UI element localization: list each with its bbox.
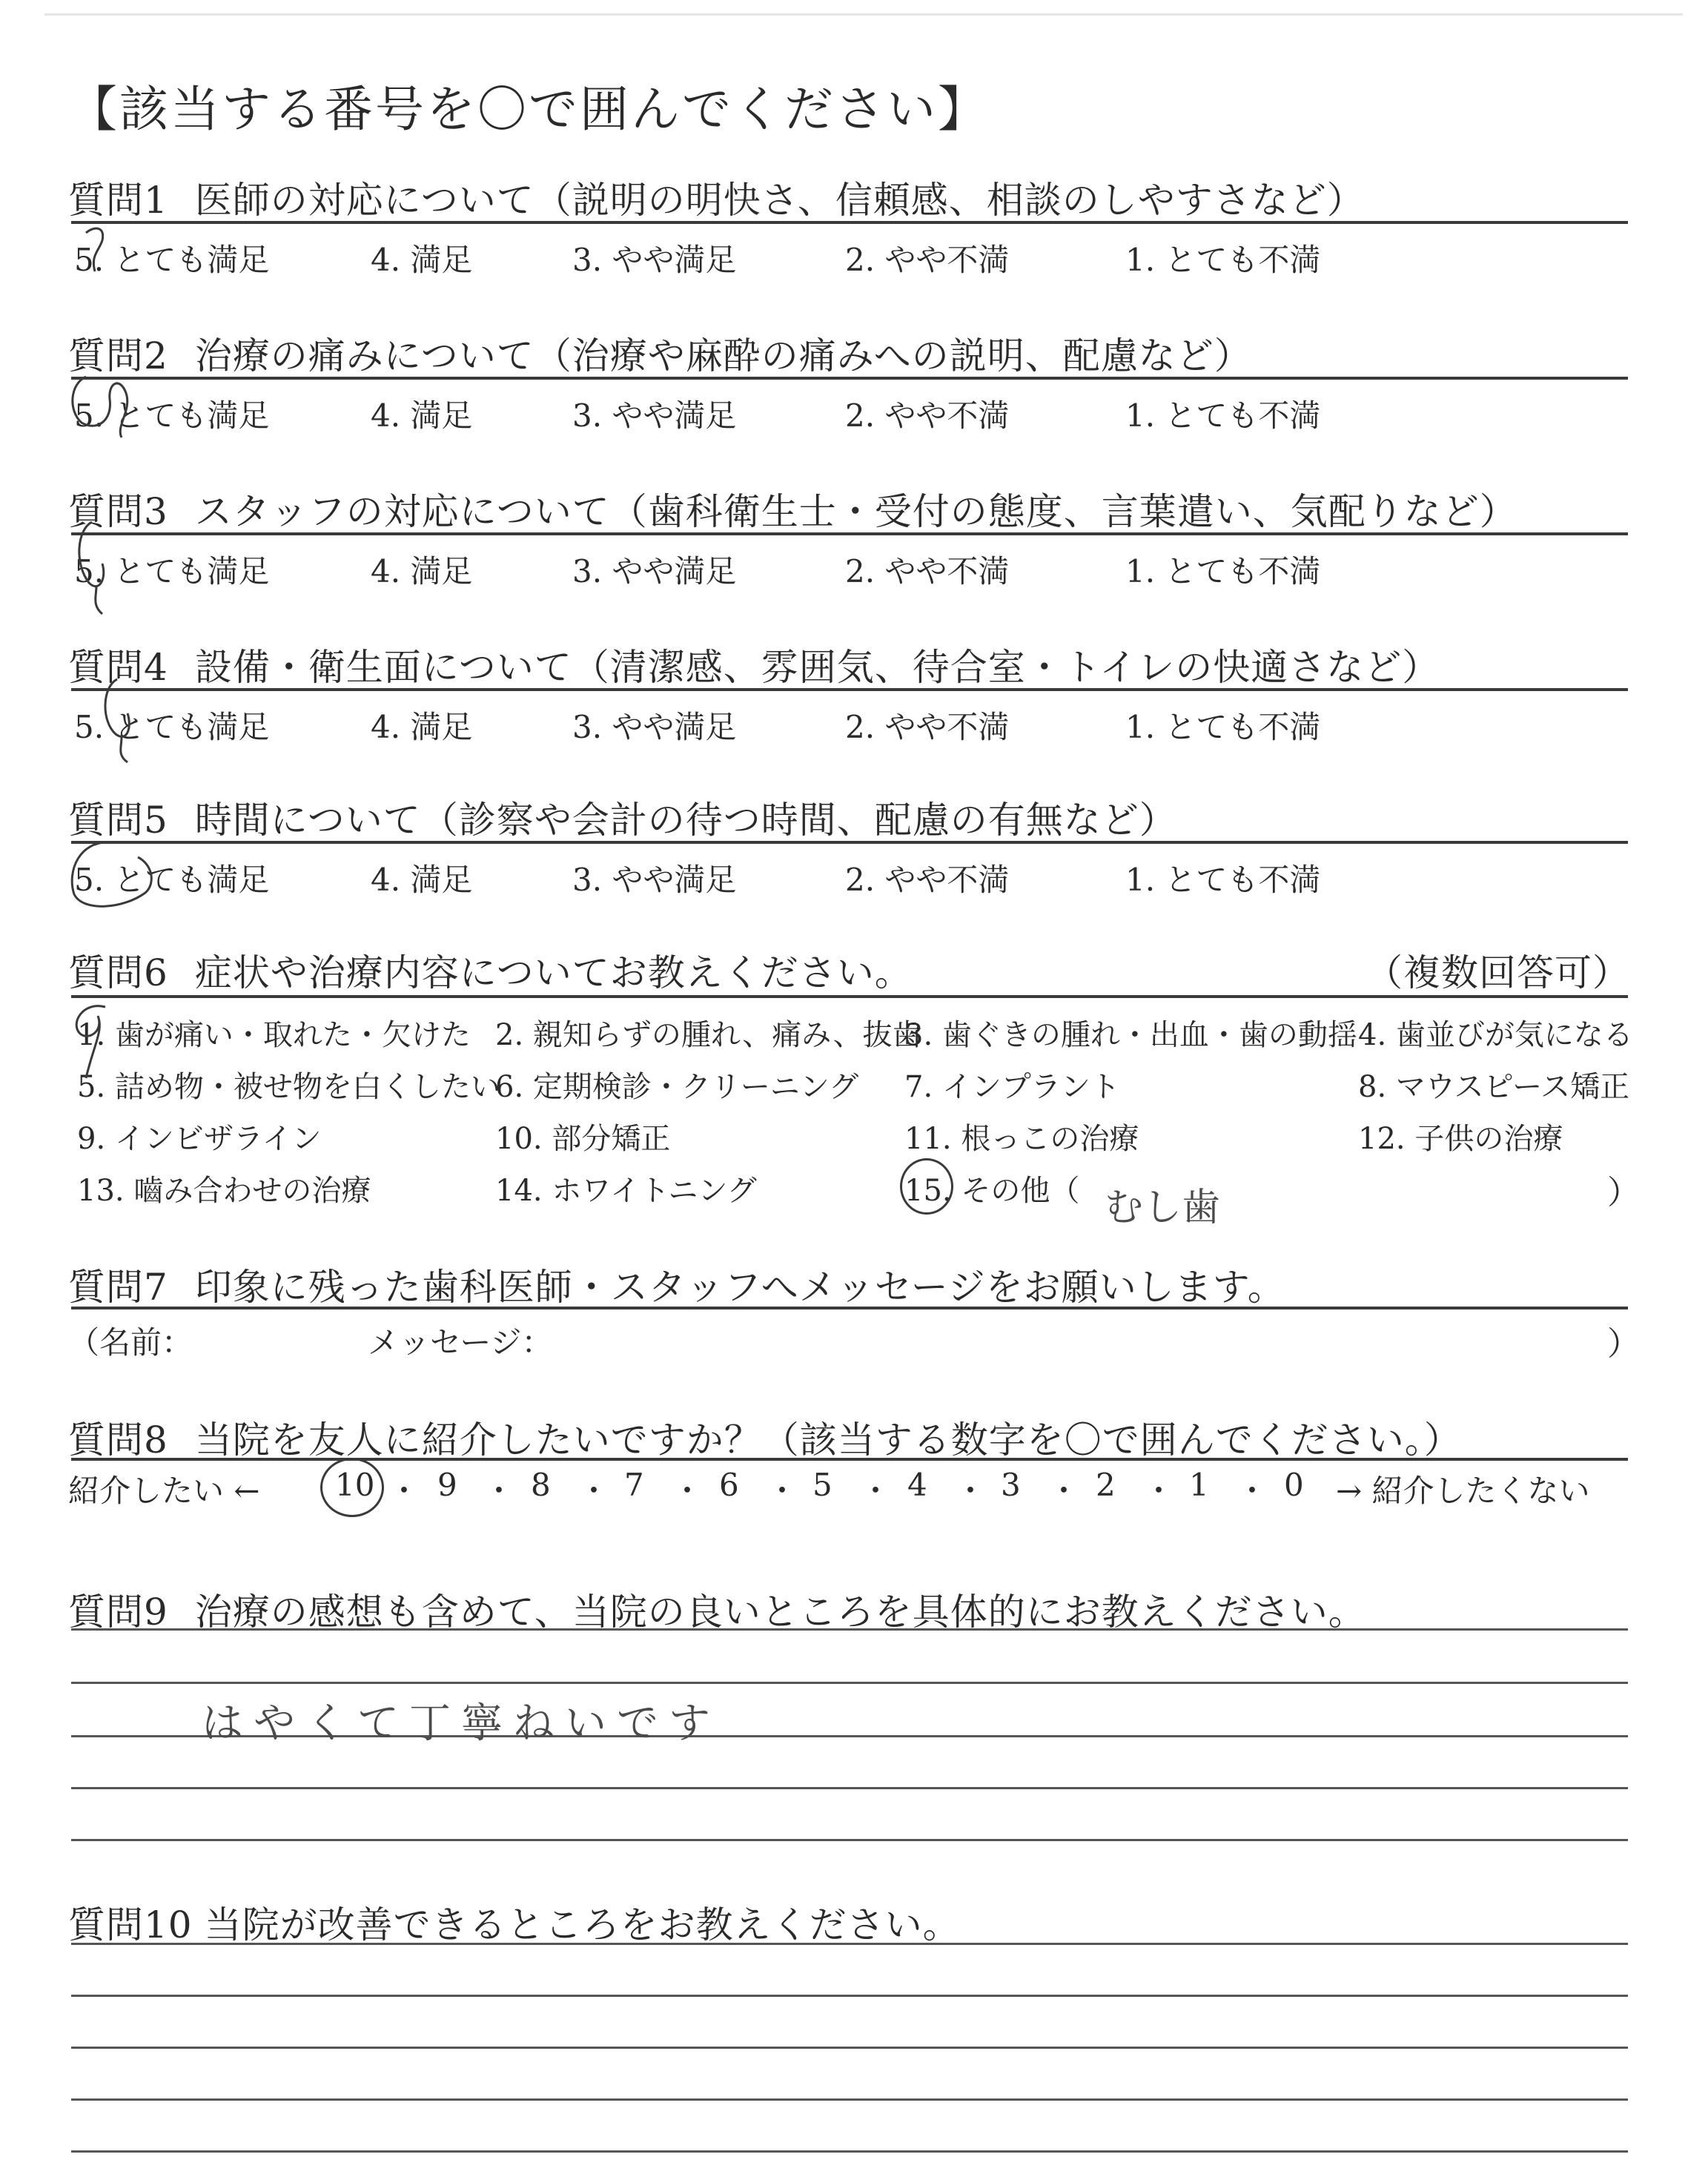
question-text: 医師の対応について（説明の明快さ、信頼感、相談のしやすさなど）	[194, 179, 1365, 222]
scale-4[interactable]: 4	[907, 1467, 927, 1503]
q1-option-5[interactable]: 5. とても満足	[74, 242, 270, 278]
scale-8[interactable]: 8	[531, 1467, 551, 1503]
question-2-rule	[71, 377, 1628, 380]
question-6-title	[68, 943, 913, 997]
scale-10[interactable]: 10	[335, 1467, 375, 1503]
q2-selection-mark	[64, 366, 145, 440]
question-number: 質問10	[68, 1903, 193, 1946]
question-number: 質問2	[68, 334, 168, 377]
question-number: 質問4	[68, 646, 168, 689]
q2-option-5[interactable]: 5. とても満足	[74, 397, 270, 434]
question-text: 印象に残った歯科医師・スタッフへメッセージをお願いします。	[194, 1266, 1285, 1309]
question-number: 質問8	[68, 1418, 168, 1462]
q10-line-5	[71, 2150, 1628, 2153]
q6-option-14[interactable]: 14. ホワイトニング	[495, 1174, 757, 1208]
q7-name-label: （名前：	[68, 1324, 193, 1361]
q4-option-3[interactable]: 3. やや満足	[572, 709, 737, 745]
q10-line-1	[71, 1943, 1628, 1945]
q9-line-1	[71, 1628, 1628, 1631]
q6-option-15-circle	[900, 1158, 953, 1215]
question-3-rule	[71, 532, 1628, 535]
scale-0[interactable]: 0	[1284, 1467, 1304, 1503]
question-2-title	[68, 326, 1252, 380]
q4-option-5[interactable]: 5. とても満足	[74, 709, 270, 745]
q10-line-3	[71, 2047, 1628, 2049]
q5-option-2[interactable]: 2. やや不満	[845, 862, 1010, 898]
question-8-rule	[71, 1458, 1628, 1461]
scale-separator: ・	[860, 1473, 892, 1509]
question-number: 質問1	[68, 179, 168, 222]
question-10-title	[68, 1895, 961, 1949]
q6-option-3[interactable]: 3. 歯ぐきの腫れ・出血・歯の動揺	[904, 1018, 1357, 1052]
q5-option-4[interactable]: 4. 満足	[371, 862, 473, 898]
question-number: 質問6	[68, 951, 168, 994]
q3-option-1[interactable]: 1. とても不満	[1125, 553, 1321, 589]
q9-answer[interactable]: はやくて丁寧ねいです	[202, 1700, 721, 1748]
question-text: 治療の感想も含めて、当院の良いところを具体的にお教えください。	[194, 1591, 1366, 1634]
q3-selection-mark	[70, 519, 122, 615]
question-number: 質問7	[68, 1266, 168, 1309]
scale-10-circle	[320, 1458, 384, 1517]
q6-option-12[interactable]: 12. 子供の治療	[1358, 1122, 1563, 1156]
scale-5[interactable]: 5	[812, 1467, 833, 1503]
q6-option-7[interactable]: 7. インプラント	[904, 1070, 1120, 1104]
q7-message-label: メッセージ：	[368, 1324, 553, 1361]
q6-other-close-paren: ）	[1607, 1174, 1640, 1212]
question-text: 治療の痛みについて（治療や麻酔の痛みへの説明、配慮など）	[194, 334, 1252, 377]
q6-option-1[interactable]: 1. 歯が痛い・取れた・欠けた	[77, 1018, 471, 1052]
q5-option-3[interactable]: 3. やや満足	[572, 862, 737, 898]
q10-line-2	[71, 1995, 1628, 1997]
question-7-rule	[71, 1307, 1628, 1309]
question-7-title	[68, 1258, 1285, 1311]
scale-separator: ・	[955, 1473, 987, 1509]
scale-separator: ・	[672, 1473, 704, 1509]
q6-option-11[interactable]: 11. 根っこの治療	[904, 1122, 1139, 1156]
scale-1[interactable]: 1	[1189, 1467, 1209, 1503]
q6-option-1-mark	[64, 1001, 123, 1083]
question-8-title	[68, 1410, 1462, 1464]
q6-option-8[interactable]: 8. マウスピース矯正	[1358, 1070, 1630, 1104]
q4-option-1[interactable]: 1. とても不満	[1125, 709, 1321, 745]
q2-option-4[interactable]: 4. 満足	[371, 397, 473, 434]
q7-close-paren: ）	[1607, 1325, 1640, 1363]
scale-3[interactable]: 3	[1001, 1467, 1021, 1503]
instruction-title: 【該当する番号を〇で囲んでください】	[68, 81, 989, 138]
q2-option-1[interactable]: 1. とても不満	[1125, 397, 1321, 434]
scale-6[interactable]: 6	[719, 1467, 739, 1503]
question-5-rule	[71, 841, 1628, 844]
q5-selection-mark	[64, 835, 175, 916]
scale-separator: ・	[1048, 1473, 1080, 1509]
q3-option-3[interactable]: 3. やや満足	[572, 553, 737, 589]
question-text: 設備・衛生面について（清潔感、雰囲気、待合室・トイレの快適さなど）	[194, 646, 1440, 689]
q6-option-4[interactable]: 4. 歯並びが気になる	[1358, 1018, 1633, 1052]
q6-option-10[interactable]: 10. 部分矯正	[495, 1122, 671, 1156]
scale-separator: ・	[483, 1473, 515, 1509]
q1-selection-mark	[80, 222, 110, 274]
question-text: 時間について（診察や会計の待つ時間、配慮の有無など）	[194, 799, 1177, 842]
question-4-title	[68, 638, 1440, 691]
q1-option-2[interactable]: 2. やや不満	[845, 242, 1010, 278]
q9-line-4	[71, 1787, 1628, 1789]
question-text: 症状や治療内容についてお教えください。	[194, 951, 913, 994]
scale-left-label: 紹介したい ←	[68, 1473, 260, 1509]
question-4-rule	[71, 688, 1628, 691]
question-text: 当院が改善できるところをお教えください。	[204, 1903, 961, 1946]
q2-option-2[interactable]: 2. やや不満	[845, 397, 1010, 434]
scale-separator: ・	[1237, 1473, 1268, 1509]
question-text: スタッフの対応について（歯科衛生士・受付の態度、言葉遣い、気配りなど）	[194, 490, 1517, 533]
q6-option-2[interactable]: 2. 親知らずの腫れ、痛み、抜歯	[495, 1018, 922, 1052]
question-1-title	[68, 171, 1365, 224]
q4-option-2[interactable]: 2. やや不満	[845, 709, 1010, 745]
q1-option-3[interactable]: 3. やや満足	[572, 242, 737, 278]
scale-separator: ・	[578, 1473, 610, 1509]
question-number: 質問3	[68, 490, 168, 533]
q6-option-5[interactable]: 5. 詰め物・被せ物を白くしたい	[77, 1070, 500, 1104]
q9-line-5	[71, 1839, 1628, 1841]
q6-option-13[interactable]: 13. 嚙み合わせの治療	[77, 1174, 371, 1208]
q5-option-5[interactable]: 5. とても満足	[74, 862, 270, 898]
q3-option-2[interactable]: 2. やや不満	[845, 553, 1010, 589]
q6-other-answer[interactable]: むし歯	[1105, 1186, 1221, 1230]
q1-option-4[interactable]: 4. 満足	[371, 242, 473, 278]
question-6-rule	[71, 995, 1628, 998]
q9-line-2	[71, 1682, 1628, 1684]
q1-option-1[interactable]: 1. とても不満	[1125, 242, 1321, 278]
q2-option-3[interactable]: 3. やや満足	[572, 397, 737, 434]
q3-option-5[interactable]: 5. とても満足	[74, 553, 270, 589]
scale-2[interactable]: 2	[1096, 1467, 1116, 1503]
q10-line-4	[71, 2098, 1628, 2101]
multiple-answers-note: （複数回答可）	[1366, 951, 1630, 994]
q4-selection-mark	[93, 675, 145, 764]
q5-option-1[interactable]: 1. とても不満	[1125, 862, 1321, 898]
scale-7[interactable]: 7	[624, 1467, 644, 1503]
question-number: 質問9	[68, 1591, 168, 1634]
question-1-rule	[71, 221, 1628, 224]
question-text: 当院を友人に紹介したいですか？（該当する数字を〇で囲んでください。）	[194, 1418, 1462, 1462]
q3-option-4[interactable]: 4. 満足	[371, 553, 473, 589]
scale-separator: ・	[388, 1473, 420, 1509]
q6-option-6[interactable]: 6. 定期検診・クリーニング	[495, 1070, 859, 1104]
question-3-title	[68, 482, 1517, 535]
question-number: 質問5	[68, 799, 168, 842]
scale-separator: ・	[767, 1473, 798, 1509]
top-border	[44, 13, 1683, 16]
q4-option-4[interactable]: 4. 満足	[371, 709, 473, 745]
scale-right-label: → 紹介したくない	[1336, 1473, 1590, 1509]
scale-9[interactable]: 9	[437, 1467, 457, 1503]
q6-option-9[interactable]: 9. インビザライン	[77, 1122, 322, 1156]
q6-option-15[interactable]: 15. その他（	[904, 1174, 1080, 1208]
question-5-title	[68, 790, 1177, 844]
scale-separator: ・	[1143, 1473, 1175, 1509]
